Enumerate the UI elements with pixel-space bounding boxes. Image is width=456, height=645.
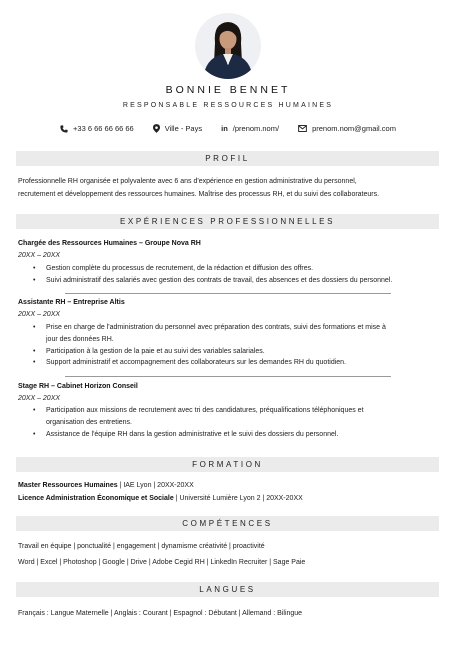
section-header-langues: LANGUES xyxy=(16,582,439,597)
job-1-bullets xyxy=(18,263,438,287)
job-title: RESPONSABLE RESSOURCES HUMAINES xyxy=(122,102,334,109)
list-item: jour des données RH. xyxy=(46,335,114,343)
list-item: • Support administratif et accompagnement des collaborateurs sur les demandes RH du quotidien. xyxy=(18,357,438,369)
profile-photo xyxy=(195,13,261,79)
contact-row xyxy=(0,124,456,133)
skills-tools: Word | Excel | Photoshop | Google | Drive | Adobe Cegid RH | LinkedIn Recruiter | Sage Paie xyxy=(18,559,306,566)
job-3-title: Stage RH – Cabinet Horizon Conseil xyxy=(18,383,138,390)
job-2-title: Assistante RH – Entreprise Altis xyxy=(18,299,125,306)
degree-details: | IAE Lyon | 20XX-20XX xyxy=(117,482,194,489)
degree-name: Licence Administration Économique et Sociale xyxy=(18,495,174,502)
email-icon xyxy=(298,125,307,132)
linkedin-text[interactable]: /prenom.nom/ xyxy=(232,124,280,133)
contact-email[interactable] xyxy=(298,124,396,133)
formation-item-1 xyxy=(18,482,194,489)
email-text[interactable]: prenom.nom@gmail.com xyxy=(312,124,396,133)
formation-item-2 xyxy=(18,495,303,502)
job-2-date: 20XX – 20XX xyxy=(18,311,61,318)
phone-text: +33 6 66 66 66 66 xyxy=(73,124,134,133)
degree-details: | Université Lumière Lyon 2 | 20XX-20XX xyxy=(173,495,303,502)
contact-phone xyxy=(60,124,134,133)
degree-name: Master Ressources Humaines xyxy=(18,482,118,489)
phone-icon xyxy=(60,125,68,133)
location-text: Ville - Pays xyxy=(164,124,203,133)
section-header-experiences: EXPÉRIENCES PROFESSIONNELLES xyxy=(16,214,439,229)
job-3-bullets xyxy=(18,405,438,440)
section-header-formation: FORMATION xyxy=(16,457,439,472)
section-header-competences: COMPÉTENCES xyxy=(16,516,439,531)
list-item: • Gestion complète du processus de recrutement, de la rédaction et diffusion des offres. xyxy=(18,263,438,275)
contact-location xyxy=(153,124,202,133)
list-item: • Participation à la gestion de la paie et au suivi des variables salariales. xyxy=(18,346,438,358)
contact-linkedin[interactable] xyxy=(221,124,279,133)
job-1-title: Chargée des Ressources Humaines – Groupe Nova RH xyxy=(18,240,201,247)
list-item: • Assistance de l'équipe RH dans la gestion administrative et le suivi des dossiers du personnel. xyxy=(18,429,438,441)
portrait-icon xyxy=(195,13,261,79)
location-pin-icon xyxy=(153,124,160,133)
job-2-bullets xyxy=(18,322,438,369)
skills-soft: Travail en équipe | ponctualité | engagement | dynamisme créativité | proactivité xyxy=(18,543,265,550)
section-header-profil: PROFIL xyxy=(16,151,439,166)
list-item: • Participation aux missions de recrutement avec tri des candidatures, préqualifications téléphoniques et xyxy=(18,405,438,417)
list-item: • Suivi administratif des salariés avec gestion des contrats de travail, des absences et des dossiers du personnel. xyxy=(18,275,438,287)
job-3-date: 20XX – 20XX xyxy=(18,395,61,402)
list-item: • Prise en charge de l'administration du personnel avec préparation des contrats, suivi des formations et mise à xyxy=(18,322,438,334)
linkedin-icon: in xyxy=(221,124,228,133)
list-item: organisation des entretiens. xyxy=(46,418,132,426)
profil-line: recrutement et développement des ressources humaines. Maîtrise des processus RH, et du suivi des collaborateurs. xyxy=(18,190,380,198)
candidate-name: BONNIE BENNET xyxy=(165,84,291,96)
job-1-date: 20XX – 20XX xyxy=(18,252,61,259)
profil-summary xyxy=(18,176,436,201)
languages-line: Français : Langue Maternelle | Anglais : Courant | Espagnol : Débutant | Allemand : Bilingue xyxy=(18,610,303,617)
divider xyxy=(65,376,391,377)
divider xyxy=(65,293,391,294)
profil-line: Professionnelle RH organisée et polyvalente avec 6 ans d'expérience en gestion administrative du personnel, xyxy=(18,178,357,185)
